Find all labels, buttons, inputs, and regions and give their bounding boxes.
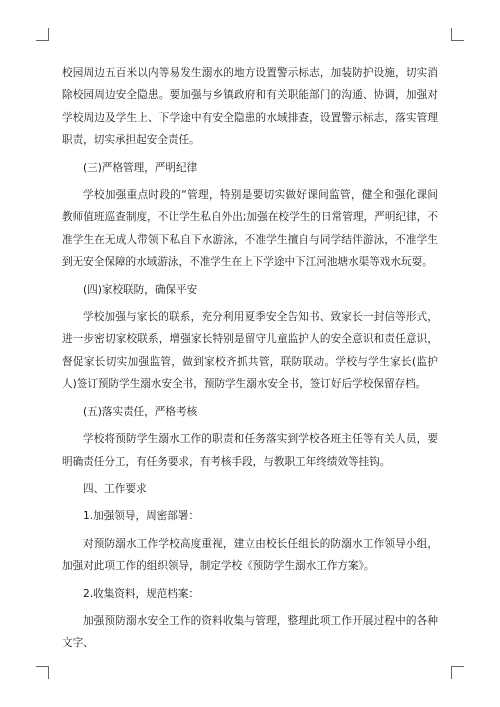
crop-mark-top-left <box>36 28 49 41</box>
heading-strict-management: (三)严格管理，严明纪律 <box>83 161 198 174</box>
paragraph-archives: 加强预防溺水安全工作的资料收集与管理，整理此项工作开展过程中的各种文字、 <box>62 614 438 650</box>
paragraph-leadership: 对预防溺水工作学校高度重视，建立由校长任组长的防溺水工作领导小组，加强对此项工作的组织领导，制定学校《预防学生溺水工作方案》。 <box>62 537 438 573</box>
heading-leadership: 1.加强领导，周密部署： <box>83 510 200 523</box>
paragraph-campus-surroundings: 校园周边五百米以内等易发生溺水的地方设置警示标志，加装防护设施，切实消除校园周边安全隐患。要加强与乡镇政府和有关职能部门的沟通、协调，加强对学校周边及学生上、下学途中有安全隐患的水域排查，设置警示标志，落实管理职责，切实承担起安全责任。 <box>62 67 438 147</box>
paragraph-strict-management: 学校加强重点时段的“管理，特别是要切实做好课间监管，健全和强化课间教师值班巡查制度，不让学生私自外出;加强在校学生的日常管理，严明纪律，不准学生在无成人带领下私自下水游泳，不准学生擅自与同学结伴游泳，不准学生到无安全保障的水域游泳，不准学生在上下学途中下江河池塘水渠等戏水玩耍。 <box>62 189 438 269</box>
crop-mark-top-right <box>451 28 464 41</box>
paragraph-responsibility: 学校将预防学生溺水工作的职责和任务落实到学校各班主任等有关人员，要明确责任分工，有任务要求，有考核手段，与教职工年终绩效等挂钩。 <box>62 433 438 468</box>
heading-work-requirements: 四、工作要求 <box>83 482 147 495</box>
crop-mark-bottom-right <box>451 666 464 679</box>
heading-archives: 2.收集资料，规范档案： <box>83 587 200 600</box>
document-page <box>62 62 438 655</box>
crop-mark-bottom-left <box>36 666 49 679</box>
heading-home-school-joint: (四)家校联防，确保平安 <box>83 283 198 296</box>
paragraph-home-school-joint: 学校加强与家长的联系，充分利用夏季安全告知书、致家长一封信等形式，进一步密切家校联系，增强家长特别是留守儿童监护人的安全意识和责任意识，督促家长切实加强监管，做到家校齐抓共管，联防联动。学校与学生家长(监护人)签订预防学生溺水安全书，预防学生溺水安全书，签订好后学校保留存档。 <box>62 311 438 391</box>
heading-responsibility: (五)落实责任，严格考核 <box>83 405 198 418</box>
